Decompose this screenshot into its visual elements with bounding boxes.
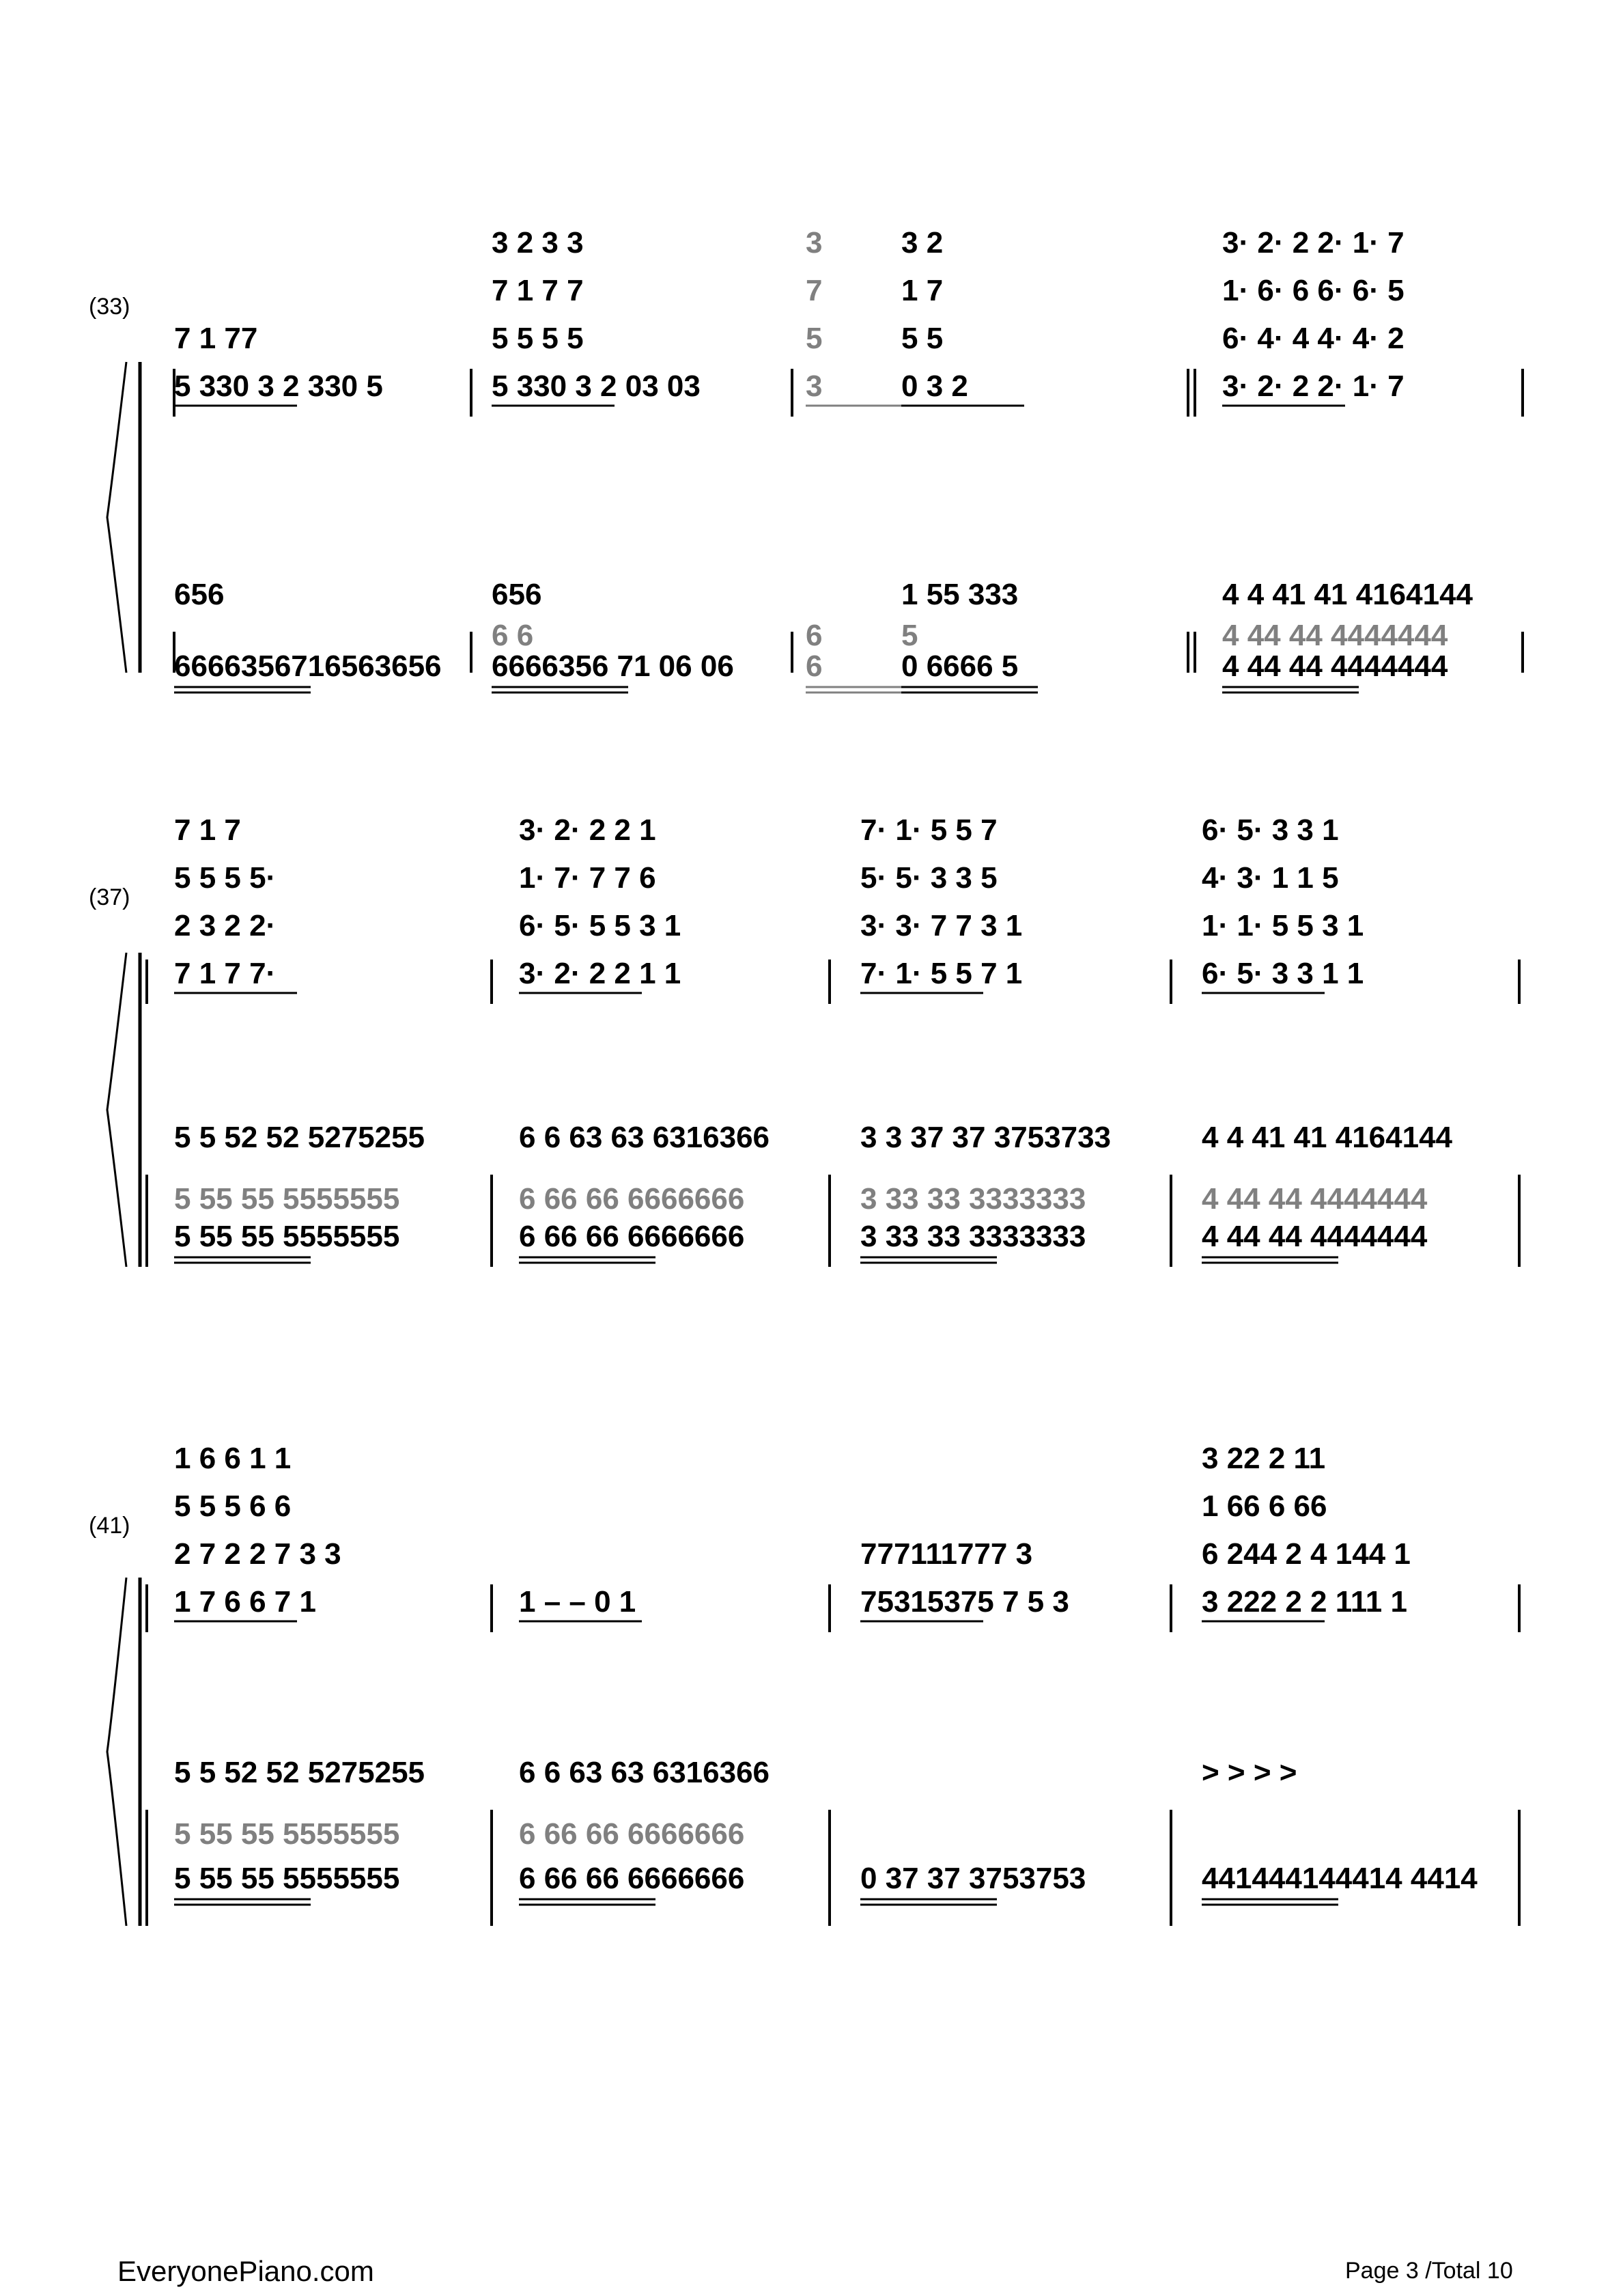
- measure-number: (41): [89, 1513, 130, 1539]
- brace: [107, 953, 126, 1267]
- melody-notes: 7· 1· 5 5 7 1: [860, 957, 1023, 990]
- bass-mid-notes: 6: [806, 619, 823, 652]
- chord-notes: 6 244 2 4 144 1: [1202, 1537, 1411, 1571]
- melody-notes: 3: [806, 369, 823, 403]
- bass-mid-notes: 6 6: [492, 619, 534, 652]
- chord-notes: 5 5: [901, 322, 944, 355]
- melody-notes: 1 7 6 6 7 1: [174, 1585, 316, 1619]
- chord-notes: 1 66 6 66: [1202, 1489, 1327, 1523]
- melody-notes: 0 3 2: [901, 369, 968, 403]
- page-number: Page 3 /Total 10: [1345, 2258, 1513, 2284]
- melody-notes: 5 330 3 2 03 03: [492, 369, 701, 403]
- melody-notes: 75315375 7 5 3: [860, 1585, 1069, 1619]
- chord-notes: 1 6 6 1 1: [174, 1442, 292, 1475]
- brace: [107, 362, 126, 673]
- chord-notes: 3: [806, 226, 823, 260]
- melody-notes: 1 – – 0 1: [519, 1585, 636, 1619]
- chord-notes: 3· 3· 7 7 3 1: [860, 909, 1023, 942]
- bass-mid-notes: 6 66 66 6666666: [519, 1817, 745, 1851]
- chord-notes: 5 5 5 6 6: [174, 1489, 292, 1523]
- melody-notes: 3· 2· 2 2· 1· 7: [1222, 369, 1405, 403]
- bass-notes: 0 37 37 3753753: [860, 1862, 1086, 1895]
- bass-notes: 3 33 33 3333333: [860, 1220, 1086, 1253]
- chord-notes: 1· 7· 7 7 6: [519, 861, 656, 895]
- bass-upper-notes: 6 6 63 63 6316366: [519, 1121, 770, 1154]
- chord-notes: 6· 5· 5 5 3 1: [519, 909, 681, 942]
- bass-mid-notes: 4 44 44 4444444: [1222, 619, 1448, 652]
- bass-upper-notes: 6 6 63 63 6316366: [519, 1756, 770, 1789]
- measure-number: (33): [89, 294, 130, 320]
- chord-notes: 7 1 7: [174, 813, 241, 847]
- bass-mid-notes: 6 66 66 6666666: [519, 1182, 745, 1216]
- bass-notes: 441444144414 4414: [1202, 1862, 1478, 1895]
- melody-notes: 3· 2· 2 2 1 1: [519, 957, 681, 990]
- bass-notes: 5 55 55 5555555: [174, 1220, 400, 1253]
- chord-notes: 5: [806, 322, 823, 355]
- chord-notes: 5 5 5 5·: [174, 861, 277, 895]
- chord-notes: 777111777 3: [860, 1537, 1033, 1571]
- site-name: EveryonePiano.com: [117, 2255, 374, 2287]
- brace: [107, 1578, 126, 1926]
- bass-upper-notes: 3 3 37 37 3753733: [860, 1121, 1112, 1154]
- bass-notes: 5 55 55 5555555: [174, 1862, 400, 1895]
- bass-upper-notes: 5 5 52 52 5275255: [174, 1756, 425, 1789]
- chord-notes: 1· 6· 6 6· 6· 5: [1222, 274, 1405, 307]
- bass-notes: 6 66 66 6666666: [519, 1862, 745, 1895]
- bass-notes: 6666356716563656: [174, 649, 442, 683]
- bass-mid-notes: 3 33 33 3333333: [860, 1182, 1086, 1216]
- bass-mid-notes: 5 55 55 5555555: [174, 1182, 400, 1216]
- chord-notes: 7: [806, 274, 823, 307]
- chord-notes: 4· 3· 1 1 5: [1202, 861, 1339, 895]
- chord-notes: 2 7 2 2 7 3 3: [174, 1537, 341, 1571]
- bass-notes: 0 6666 5: [901, 649, 1019, 683]
- bass-upper-notes: 5 5 52 52 5275255: [174, 1121, 425, 1154]
- chord-notes: 7 1 7 7: [492, 274, 584, 307]
- chord-notes: 1 7: [901, 274, 944, 307]
- chord-notes: 3 2 3 3: [492, 226, 584, 260]
- bass-notes: 6: [806, 649, 823, 683]
- melody-notes: 6· 5· 3 3 1 1: [1202, 957, 1364, 990]
- chord-notes: 3 22 2 11: [1202, 1442, 1326, 1475]
- bass-mid-notes: 5: [901, 619, 918, 652]
- bass-notes: 4 44 44 4444444: [1202, 1220, 1428, 1253]
- chord-notes: 6· 4· 4 4· 4· 2: [1222, 322, 1405, 355]
- chord-notes: 5 5 5 5: [492, 322, 584, 355]
- melody-notes: 7 1 7 7·: [174, 957, 277, 990]
- bass-notes: 6 66 66 6666666: [519, 1220, 745, 1253]
- chord-notes: 2 3 2 2·: [174, 909, 277, 942]
- bass-upper-notes: 656: [492, 578, 542, 611]
- bass-upper-notes: 1 55 333: [901, 578, 1019, 611]
- bass-upper-notes: 656: [174, 578, 225, 611]
- chord-notes: 7 1 77: [174, 322, 258, 355]
- chord-notes: 3· 2· 2 2 1: [519, 813, 656, 847]
- bass-mid-notes: 5 55 55 5555555: [174, 1817, 400, 1851]
- chord-notes: 7· 1· 5 5 7: [860, 813, 998, 847]
- chord-notes: 5· 5· 3 3 5: [860, 861, 998, 895]
- measure-number: (37): [89, 884, 130, 910]
- melody-notes: 5 330 3 2 330 5: [174, 369, 383, 403]
- bass-mid-notes: 4 44 44 4444444: [1202, 1182, 1428, 1216]
- melody-notes: 3 222 2 2 111 1: [1202, 1585, 1407, 1619]
- bass-notes: 4 44 44 4444444: [1222, 649, 1448, 683]
- chord-notes: 3 2: [901, 226, 944, 260]
- chord-notes: 3· 2· 2 2· 1· 7: [1222, 226, 1405, 260]
- bass-notes: 6666356 71 06 06: [492, 649, 734, 683]
- bass-upper-notes: > > > >: [1202, 1756, 1297, 1789]
- bass-upper-notes: 4 4 41 41 4164144: [1222, 578, 1473, 611]
- bass-upper-notes: 4 4 41 41 4164144: [1202, 1121, 1453, 1154]
- chord-notes: 1· 1· 5 5 3 1: [1202, 909, 1364, 942]
- chord-notes: 6· 5· 3 3 1: [1202, 813, 1339, 847]
